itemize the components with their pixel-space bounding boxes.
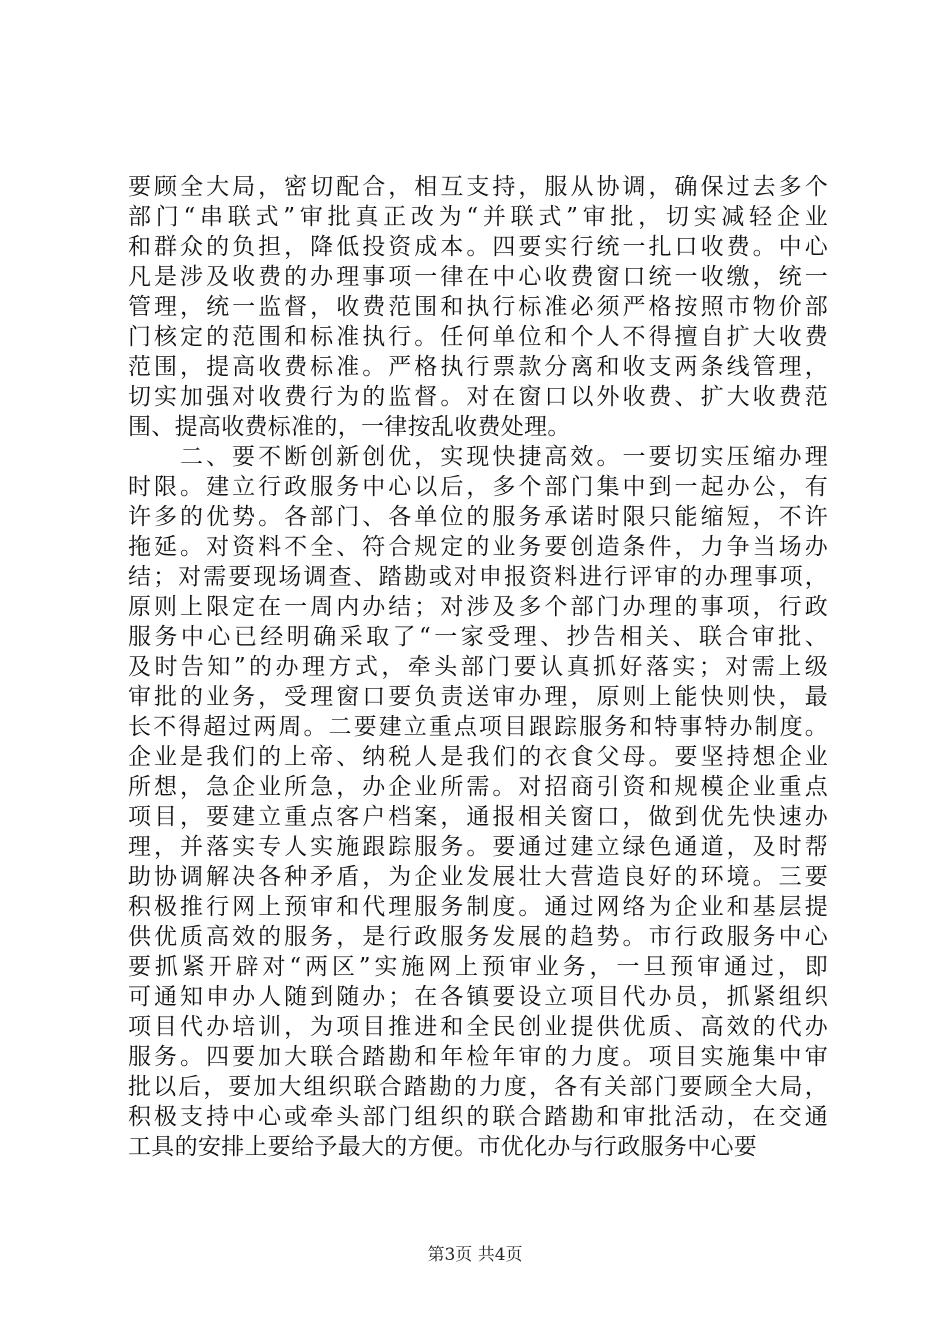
text-line: 管理，统一监督，收费范围和执行标准必须严格按照市物价部 [128, 294, 828, 320]
text-line: 和群众的负担，降低投资成本。四要实行统一扎口收费。中心 [128, 234, 828, 260]
text-line: 原则上限定在一周内办结；对涉及多个部门办理的事项，行政 [128, 594, 828, 620]
text-line: 二、要不断创新创优，实现快捷高效。一要切实压缩办理 [180, 444, 828, 470]
text-line: 理，并落实专人实施跟踪服务。要通过建立绿色通道，及时帮 [128, 834, 828, 860]
text-line: 可通知申办人随到随办；在各镇要设立项目代办员，抓紧组织 [128, 984, 828, 1010]
text-line: 积极支持中心或牵头部门组织的联合踏勘和审批活动，在交通 [128, 1104, 828, 1130]
text-line: 围、提高收费标准的，一律按乱收费处理。 [128, 414, 571, 440]
text-line: 积极推行网上预审和代理服务制度。通过网络为企业和基层提 [128, 894, 828, 920]
text-line: 要顾全大局，密切配合，相互支持，服从协调，确保过去多个 [128, 174, 828, 200]
text-line: 长不得超过两周。二要建立重点项目跟踪服务和特事特办制度。 [128, 714, 828, 740]
text-line: 助协调解决各种矛盾，为企业发展壮大营造良好的环境。三要 [128, 864, 828, 890]
text-line: 及时告知”的办理方式，牵头部门要认真抓好落实；对需上级 [128, 654, 828, 680]
text-line: 企业是我们的上帝、纳税人是我们的衣食父母。要坚持想企业 [128, 744, 828, 770]
text-line: 项目代办培训，为项目推进和全民创业提供优质、高效的代办 [128, 1014, 828, 1040]
text-line: 供优质高效的服务，是行政服务发展的趋势。市行政服务中心 [128, 924, 828, 950]
text-line: 审批的业务，受理窗口要负责送审办理，原则上能快则快，最 [128, 684, 828, 710]
text-line: 时限。建立行政服务中心以后，多个部门集中到一起办公，有 [128, 474, 828, 500]
text-line: 门核定的范围和标准执行。任何单位和个人不得擅自扩大收费 [128, 324, 828, 350]
text-line: 结；对需要现场调查、踏勘或对申报资料进行评审的办理事项， [128, 564, 828, 590]
text-line: 批以后，要加大组织联合踏勘的力度，各有关部门要顾全大局， [128, 1074, 828, 1100]
text-line: 服务中心已经明确采取了“一家受理、抄告相关、联合审批、 [128, 624, 828, 650]
text-line: 切实加强对收费行为的监督。对在窗口以外收费、扩大收费范 [128, 384, 828, 410]
text-line: 工具的安排上要给予最大的方便。市优化办与行政服务中心要 [128, 1134, 758, 1160]
text-line: 服务。四要加大联合踏勘和年检年审的力度。项目实施集中审 [128, 1044, 828, 1070]
page-footer [0, 1244, 950, 1266]
body-text [128, 172, 828, 1162]
text-line: 凡是涉及收费的办理事项一律在中心收费窗口统一收缴，统一 [128, 264, 828, 290]
text-line: 部门“串联式”审批真正改为“并联式”审批，切实减轻企业 [128, 204, 828, 230]
text-line: 范围，提高收费标准。严格执行票款分离和收支两条线管理， [128, 354, 828, 380]
text-line: 所想，急企业所急，办企业所需。对招商引资和规模企业重点 [128, 774, 828, 800]
text-line: 要抓紧开辟对“两区”实施网上预审业务，一旦预审通过，即 [128, 954, 828, 980]
text-line: 拖延。对资料不全、符合规定的业务要创造条件，力争当场办 [128, 534, 828, 560]
text-line: 许多的优势。各部门、各单位的服务承诺时限只能缩短，不许 [128, 504, 828, 530]
text-line: 项目，要建立重点客户档案，通报相关窗口，做到优先快速办 [128, 804, 828, 830]
page-number-label: 第3页 共4页 [427, 1245, 523, 1265]
